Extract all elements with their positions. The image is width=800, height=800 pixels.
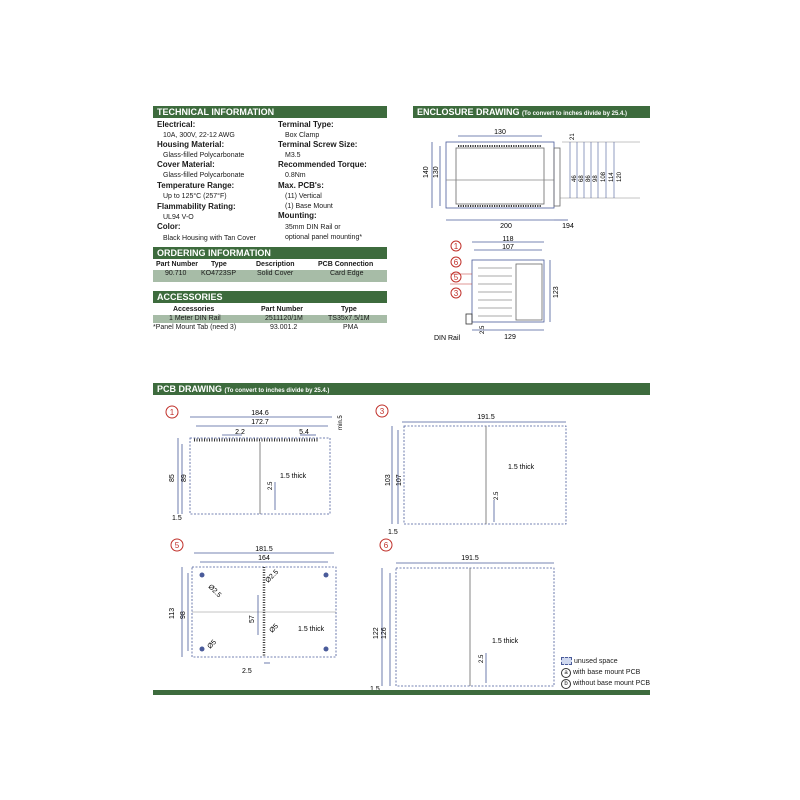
pcb3-ha: 103 bbox=[385, 474, 392, 486]
enclosure-body bbox=[446, 142, 554, 208]
pcb5-callout: 5 bbox=[174, 541, 180, 550]
technical-title: TECHNICAL INFORMATION bbox=[157, 107, 275, 117]
dim-98: 98 bbox=[593, 175, 599, 182]
dim-200: 200 bbox=[500, 223, 512, 230]
electrical-label: Electrical: bbox=[157, 120, 196, 129]
pcb3-board bbox=[404, 426, 566, 524]
pcb6-hb: 126 bbox=[381, 627, 388, 639]
enclosure-side-view bbox=[420, 234, 570, 346]
temp-value: Up to 125°C (257°F) bbox=[163, 193, 227, 200]
dim-118: 118 bbox=[502, 236, 514, 243]
acc-col-part: Part Number bbox=[261, 306, 304, 313]
pcb6-thick: 1.5 thick bbox=[492, 638, 519, 645]
legend-a-mark: a bbox=[561, 668, 571, 678]
dim-130-side: 130 bbox=[433, 166, 440, 178]
dim-123: 123 bbox=[553, 286, 560, 298]
callout-3: 3 bbox=[453, 289, 459, 298]
enclosure-header bbox=[413, 106, 650, 118]
dim-108: 108 bbox=[601, 171, 607, 182]
enclosure-subtitle: (To convert to inches divide by 25.4.) bbox=[522, 111, 627, 117]
pcb5-hole-tl bbox=[200, 573, 205, 578]
pcb5-c25b: Ø2.5 bbox=[264, 568, 281, 585]
pcb1-d25: 2.5 bbox=[268, 481, 274, 490]
pcb1-p54: 5.4 bbox=[299, 429, 309, 436]
accessories-header bbox=[153, 291, 387, 303]
flam-label: Flammability Rating: bbox=[157, 202, 236, 211]
enclosure-inner bbox=[456, 148, 544, 204]
pcb-drawing-6 bbox=[370, 535, 565, 695]
table-row bbox=[153, 315, 387, 323]
pcb3-d25: 2.5 bbox=[494, 491, 500, 500]
accessories-table bbox=[153, 306, 387, 336]
pcb5-w181: 181.5 bbox=[255, 546, 273, 553]
pcbs-value1: (11) Vertical bbox=[285, 193, 322, 200]
torque-label: Recommended Torque: bbox=[278, 160, 367, 169]
pcb3-hb: 107 bbox=[396, 474, 403, 486]
pcb6-callout: 6 bbox=[383, 541, 389, 550]
callout-6: 6 bbox=[453, 258, 459, 267]
acc-row2-type: PMA bbox=[343, 324, 359, 331]
dim-120: 120 bbox=[617, 171, 623, 182]
pcbs-label: Max. PCB's: bbox=[278, 181, 324, 190]
ordering-part: 90.710 bbox=[165, 270, 187, 277]
pcb6-board bbox=[396, 568, 554, 686]
dim-194: 194 bbox=[562, 223, 574, 230]
pcb5-c25a: Ø2.5 bbox=[206, 583, 223, 600]
pcb1-callout: 1 bbox=[169, 408, 175, 417]
ordering-desc: Solid Cover bbox=[257, 270, 294, 277]
accessories-title: ACCESSORIES bbox=[157, 292, 223, 302]
legend-b-mark: b bbox=[561, 679, 571, 689]
callout-5: 5 bbox=[453, 273, 459, 282]
acc-row2-part: 93.001.2 bbox=[270, 324, 298, 331]
din-rail-label: DIN Rail bbox=[434, 335, 461, 342]
screw-label: Terminal Screw Size: bbox=[278, 140, 358, 149]
ordering-pcb: Card Edge bbox=[330, 270, 364, 277]
pcb5-h98: 98 bbox=[180, 611, 187, 619]
pcb-header bbox=[153, 383, 650, 395]
pcb5-hole-br bbox=[324, 647, 329, 652]
side-body bbox=[472, 260, 544, 322]
enclosure-top-view bbox=[410, 120, 650, 232]
table-row bbox=[153, 324, 387, 332]
legend-b: b without base mount PCB bbox=[561, 678, 650, 689]
pcb3-callout: 3 bbox=[379, 407, 385, 416]
ordering-col-type: Type bbox=[211, 261, 227, 268]
pcb3-w: 191.5 bbox=[477, 414, 495, 421]
ordering-type: KO4723SP bbox=[201, 270, 237, 277]
table-row bbox=[153, 270, 387, 282]
pcb5-thick: 1.5 thick bbox=[298, 626, 325, 633]
accessories-header-row bbox=[153, 306, 387, 314]
ordering-title: ORDERING INFORMATION bbox=[157, 248, 271, 258]
pcb1-ha: 85 bbox=[169, 474, 176, 482]
pcb5-hole-tr bbox=[324, 573, 329, 578]
legend-unused: unused space bbox=[561, 656, 650, 667]
dim-86: 86 bbox=[586, 175, 592, 182]
pcb5-w164: 164 bbox=[258, 555, 270, 562]
legend bbox=[561, 656, 650, 689]
dim-140: 140 bbox=[423, 166, 430, 178]
callout-1: 1 bbox=[453, 242, 459, 251]
color-value: Black Housing with Tan Cover bbox=[163, 235, 256, 242]
electrical-value: 10A, 300V, 22-12 AWG bbox=[163, 132, 235, 139]
pcb3-d15: 1.5 bbox=[388, 529, 398, 536]
acc-row1-part: 2511120/1M bbox=[265, 315, 303, 322]
torque-value: 0.8Nm bbox=[285, 172, 306, 179]
pcb6-w: 191.5 bbox=[461, 555, 479, 562]
pcb1-thick: 1.5 thick bbox=[280, 473, 307, 480]
screw-value: M3.5 bbox=[285, 152, 301, 159]
housing-label: Housing Material: bbox=[157, 140, 225, 149]
pcb-subtitle: (To convert to inches divide by 25.4.) bbox=[224, 388, 330, 394]
mounting-value2: optional panel mounting* bbox=[285, 234, 363, 241]
dim-129: 129 bbox=[504, 334, 516, 341]
mounting-label: Mounting: bbox=[278, 211, 317, 220]
pcb1-w184: 184.6 bbox=[251, 410, 269, 417]
dim-2-5-side: 2.5 bbox=[480, 325, 486, 334]
acc-col-type: Type bbox=[341, 306, 357, 313]
pcb5-h57: 57 bbox=[249, 615, 256, 623]
pcb-drawing-5 bbox=[160, 535, 360, 680]
pcb1-d15: 1.5 bbox=[172, 515, 182, 522]
enclosure-title: ENCLOSURE DRAWING bbox=[417, 107, 520, 117]
pcb-drawing-3 bbox=[370, 400, 580, 540]
pcb-title: PCB DRAWING bbox=[157, 384, 222, 394]
pcb1-p22: 2.2 bbox=[235, 429, 245, 436]
ordering-col-pcb: PCB Connection bbox=[318, 261, 374, 268]
dim-21: 21 bbox=[570, 133, 576, 140]
pcb5-hole-bl bbox=[200, 647, 205, 652]
acc-row1-name: 1 Meter DIN Rail bbox=[169, 315, 221, 322]
cover-value: Glass-filled Polycarbonate bbox=[163, 172, 245, 179]
ordering-header bbox=[153, 247, 387, 259]
color-label: Color: bbox=[157, 222, 181, 231]
flam-value: UL94 V-O bbox=[163, 214, 194, 221]
pcb6-ha: 122 bbox=[373, 627, 380, 639]
pcb6-d25: 2.5 bbox=[479, 654, 485, 663]
temp-label: Temperature Range: bbox=[157, 181, 235, 190]
acc-col-name: Accessories bbox=[173, 306, 215, 313]
mounting-value1: 35mm DIN Rail or bbox=[285, 224, 341, 231]
ordering-header-row bbox=[153, 261, 387, 269]
pcb5-c5b: Ø5 bbox=[206, 638, 219, 651]
technical-header bbox=[153, 106, 387, 118]
acc-row1-type: TS35x7.5/1M bbox=[328, 315, 370, 322]
pcb5-h113: 113 bbox=[169, 607, 176, 619]
pcb-drawing-1 bbox=[160, 400, 360, 525]
pcb1-w172: 172.7 bbox=[251, 419, 269, 426]
dim-114: 114 bbox=[609, 172, 615, 182]
pcb5-c5a: Ø5 bbox=[268, 622, 281, 635]
ordering-col-desc: Description bbox=[256, 261, 295, 268]
terminal-type-label: Terminal Type: bbox=[278, 120, 334, 129]
dim-46: 46 bbox=[572, 175, 578, 182]
acc-row2-name: *Panel Mount Tab (need 3) bbox=[153, 324, 237, 331]
pcb3-thick: 1.5 thick bbox=[508, 464, 535, 471]
housing-value: Glass-filled Polycarbonate bbox=[163, 152, 245, 159]
ordering-table bbox=[153, 261, 387, 283]
terminal-type-value: Box Clamp bbox=[285, 132, 320, 139]
pcb1-hb: 89 bbox=[181, 474, 188, 482]
pcb1-min5: min.5 bbox=[338, 415, 344, 430]
pcbs-value2: (1) Base Mount bbox=[285, 203, 333, 210]
dim-107: 107 bbox=[502, 244, 514, 251]
ordering-col-part: Part Number bbox=[156, 261, 199, 268]
dim-130-top: 130 bbox=[494, 129, 506, 136]
dim-68: 68 bbox=[579, 175, 585, 182]
unused-swatch bbox=[561, 657, 572, 665]
footer-bar bbox=[153, 690, 650, 695]
pcb5-d25: 2.5 bbox=[242, 668, 252, 675]
cover-label: Cover Material: bbox=[157, 160, 215, 169]
legend-a: a with base mount PCB bbox=[561, 667, 650, 678]
